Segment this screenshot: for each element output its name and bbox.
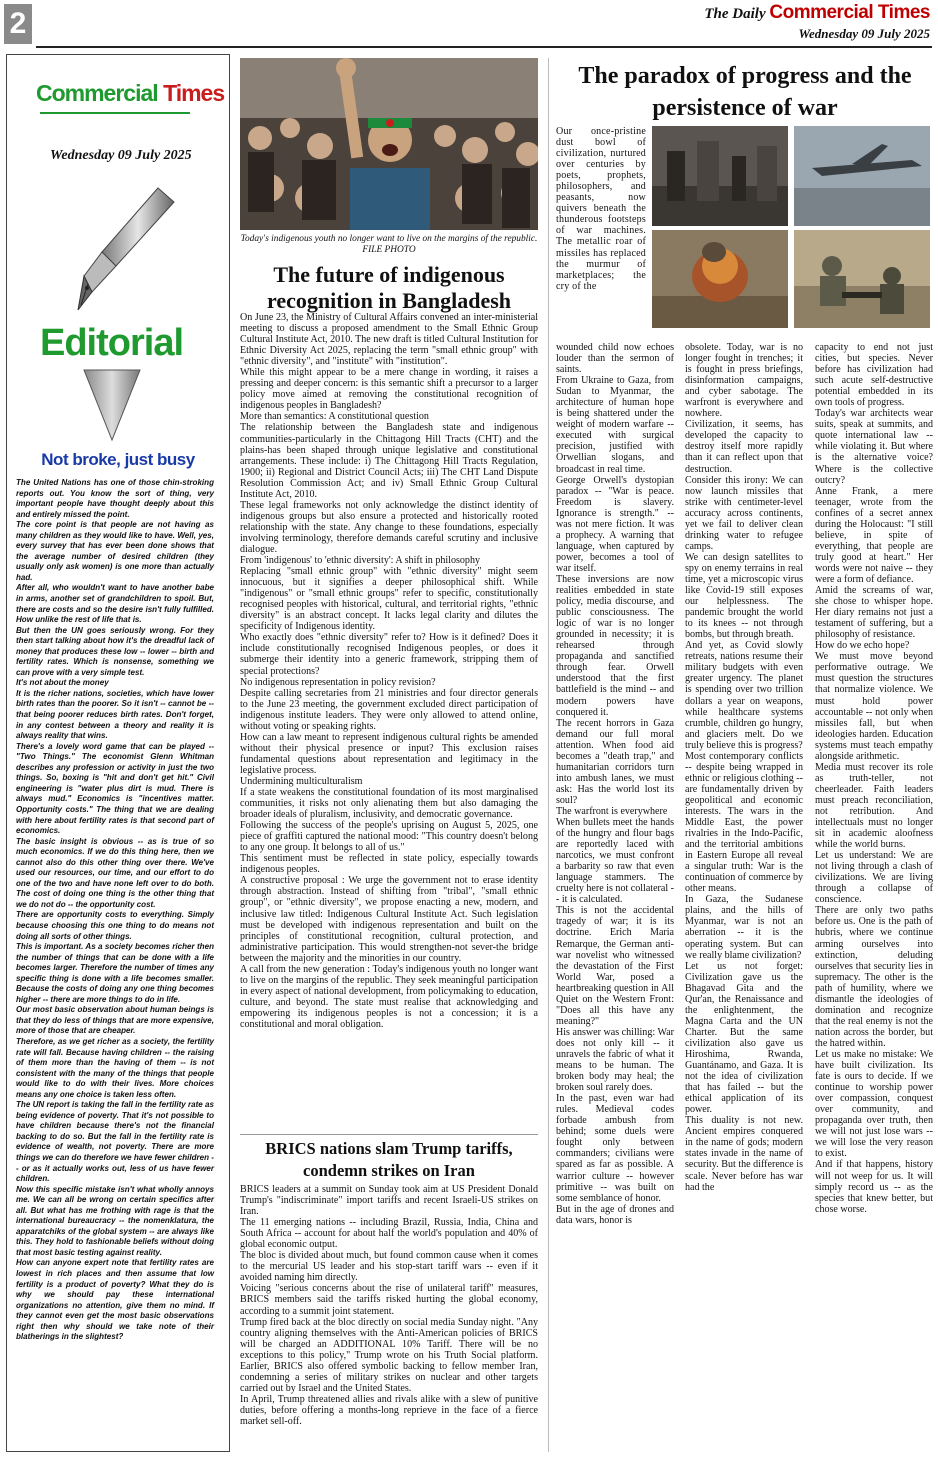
subhead: Undermining multiculturalism bbox=[240, 775, 363, 787]
brand-underline bbox=[40, 112, 190, 114]
paragraph: In Gaza, the Sudanese plains, and the hills of Myanmar, war is not an aberration -- it is the operating system. But can we really blame civilization? bbox=[685, 894, 803, 961]
brand-times: Times bbox=[163, 80, 225, 106]
paragraph: Amid the screams of war, she chose to whisper hope. Her diary remains not just a testament of suffering, but a philosophy of resistance. bbox=[815, 585, 933, 641]
header-date: Wednesday 09 July 2025 bbox=[798, 26, 930, 41]
paragraph: If a state weakens the constitutional foundation of its most marginalised communities, it risks not only alienating them but also damaging the broader ideals of pluralism, inclusivity, and democratic governance. bbox=[240, 787, 538, 821]
paragraph: His answer was chilling: War does not only kill -- it unravels the fabric of what it means to be human. The broken body may heal; the broken soul rarely does. bbox=[556, 1026, 674, 1094]
paragraph: There are opportunity costs to everything. Simply because choosing this one thing to do means not doing all sorts of other things. bbox=[16, 910, 214, 941]
paragraph: wounded child now echoes louder than the sermon of saints. bbox=[556, 342, 674, 376]
paragraph: Now this specific mistake isn't what wholly annoys me. We can all be wrong on certain specifics after all. But what has me frothing with rage is that the international bureaucracy -- the nomenklatura, the apparatchiks of the global system -- are always like this. They hold to fashionable beliefs without doing that most basic testing against reality. bbox=[16, 1184, 214, 1257]
paragraph: Anne Frank, a mere teenager, wrote from the confines of a secret annex during the Holocaust: "I still believe, in spite of everything, that people are truly good at heart." Her words were not naive -- they were a form of defiance. bbox=[815, 485, 933, 585]
paragraph: Following the success of the people's uprising on August 5, 2025, one piece of graffiti captured the national mood: "This country doesn't belong to any one group. It belongs to all of us." bbox=[240, 820, 538, 854]
paragraph: Let us understand: We are not living through a clash of civilizations. We are living through a collapse of conscience. bbox=[815, 850, 933, 906]
paragraph: The recent horrors in Gaza demand our full moral attention. When food aid becomes a "death trap," and humanitarian corridors turn into ambush lanes, we must ask: Has the world lost its soul? bbox=[556, 717, 674, 806]
subhead: From 'indigenous' to 'ethnic diversity': A shift in philosophy bbox=[240, 555, 480, 567]
paragraph: And if that happens, history will not weep for us. It will simply record us -- as the species that knew better, but chose worse. bbox=[815, 1159, 933, 1215]
paragraph: In April, Trump threatened allies and rivals alike with a slew of punitive duties, before offering a months-long reprieve in the face of a fierce market sell-off. bbox=[240, 1393, 538, 1427]
subhead: The warfront is everywhere bbox=[556, 805, 668, 817]
paragraph: After all, who wouldn't want to have another babe in arms, another set of grandchildren to spoil. But, there are costs and so the desire isn't fully fulfilled. How unlike the rest of life that is. bbox=[16, 583, 214, 625]
paragraph: The UN report is taking the fall in the fertility rate as being evidence of poverty. That it's not possible to have children because there's not the financial backing to do so. But the fall in the fertility rate is evidence of wealth, not poverty. There are more things we can do therefore we have fewer children -- or as it actually works out, less of us have fewer children. bbox=[16, 1100, 214, 1184]
paragraph: obsolete. Today, war is no longer fought in trenches; it is fought in press briefings, disinformation campaigns, and cyber sabotage. The warfront is everywhere and nowhere. bbox=[685, 342, 803, 420]
paragraph: This sentiment must be reflected in state policy, especially towards indigenous peoples. bbox=[240, 853, 538, 876]
paragraph: Most contemporary conflicts -- despite being wrapped in ethnic or religious clothing -- are fundamentally driven by geopolitical and economic interests. The wars in the Middle East, the power rivalries in the Indo-Pacific, and the territorial ambitions in Eastern Europe all reveal a singular truth: War is the continuation of commerce by other means. bbox=[685, 750, 804, 895]
paragraph: The core point is that people are not having as many children as they would like to have. Well, yes, every survey that has ever been done shows that the average number of desired children (they usually only ask women) is one more than actually had. bbox=[16, 520, 214, 582]
paragraph: capacity to end not just cities, but species. Never before has civilization had such acute self-destructive potential embedded in its own tools of progress. bbox=[815, 342, 933, 409]
subhead: How do we echo hope? bbox=[815, 640, 910, 652]
paragraph: George Orwell's dystopian paradox -- "War is peace. Freedom is slavery. Ignorance is strength." -- was not mere fiction. It was a prophecy. A warning that language, when captured by power, becomes a tool of war itself. bbox=[556, 474, 674, 574]
paragraph: We can design satellites to spy on enemy terrains in real time, yet a microscopic virus like Covid-19 still exposes our helplessness. The pandemic brought the world to its knees -- not through bombs, but through breath. bbox=[685, 551, 803, 641]
paragraph: This is not the accidental tragedy of war; it is its doctrine. Erich Maria Remarque, the German anti-war novelist who witnessed the devastation of the First World War, posed a heartbreaking question in All Quiet on the Western Front: "Does all this have any meaning?" bbox=[556, 905, 674, 1027]
paragraph: These inversions are now realities embedded in state policy, media discourse, and public consciousness. The logic of war is no longer grounded in necessity; it is rehearsed through propaganda and sanctified through fear. Orwell understood that the first battlefield is the mind -- and modern powers have conquered it. bbox=[556, 573, 674, 718]
masthead-the-daily: The Daily bbox=[704, 6, 766, 22]
paragraph: While this might appear to be a mere change in wording, it raises a pressing and deeper concern: is this semantic shift a precursor to a larger policy move aimed at removing the constitutional recognition of indigenous peoples in Bangladesh? bbox=[240, 367, 538, 412]
paragraph: Our once-pristine dust bowl of civilization, nurtured over centuries by poets, prophets, philosophers, and peasants, now quivers beneath the thunderous footsteps of war machines. The metallic roar of missiles has replaced the murmur of marketplaces; the cry of the bbox=[556, 126, 646, 292]
paragraph: When bullets meet the hands of the hungry and flour bags are reportedly laced with narcotics, we must confront a barbarity so raw that even language stammers. The cruelty here is not collateral -- it is calculated. bbox=[556, 817, 674, 906]
brand-commercial: Commercial bbox=[36, 80, 158, 106]
page-number: 2 bbox=[4, 4, 32, 44]
paragraph: How can anyone expert note that fertility rates are lowest in rich places and then assume that low fertility is a product of poverty? What they do is why we should pay these international organizations no attention, give them no mind. If they cannot even get the most basic observations right then why should we take note of their blatherings in the slightest? bbox=[16, 1258, 214, 1342]
paragraph: BRICS leaders at a summit on Sunday took aim at US President Donald Trump's "indiscriminate" import tariffs and recent Israeli-US strikes on Iran. bbox=[240, 1184, 538, 1218]
paragraph: Replacing "small ethnic group" with "ethnic diversity" might seem innocuous, but it signifies a deeper philosophical shift. While "indigenous" or "small ethnic groups" refer to specific, constitutionally recognised peoples with historical, cultural, and territorial rights, "ethnic diversity" is an abstract concept. It lacks legal clarity and dilutes the specificity of Indigenous identity. bbox=[240, 566, 538, 633]
paragraph: Consider this irony: We can now launch missiles that strike with centimeter-level accuracy across continents, yet we fail to deliver clean drinking water to refugee camps. bbox=[685, 474, 803, 552]
article-divider bbox=[240, 1134, 538, 1135]
subhead: More than semantics: A constitutional question bbox=[240, 411, 429, 423]
paragraph: In the past, even war had rules. Medieval codes forbade ambush from behind; some duels were fought only between commanders; civilians were spared as far as possible. A warrior culture -- however primitive -- was built on some semblance of honor. bbox=[556, 1093, 674, 1204]
paragraph: How can a law meant to represent indigenous cultural rights be amended without their physical presence or input? This exclusion raises fundamental questions about representation and legitimacy in the legislative process. bbox=[240, 731, 538, 776]
paragraph: We must move beyond performative outrage. We must question the structures that normalize violence. We must hold power accountable -- not only when missiles fall, but when ideologies harden. Education systems must teach empathy alongside arithmetic. bbox=[815, 651, 933, 762]
paradox-headline: The paradox of progress and the persistence of war bbox=[578, 63, 912, 121]
paragraph: Voicing "serious concerns about the rise of unilateral tariff" measures, BRICS members said the tariffs risked hurting the global economy, according to a summit joint statement. bbox=[240, 1283, 538, 1317]
paragraph: On June 23, the Ministry of Cultural Affairs convened an inter-ministerial meeting to discuss a proposed amendment to the Small Ethnic Group Cultural Institute Act, 2010. The new draft is titled Cultural Institution for Ethnic Diversity Act 2025, replacing the term "small ethnic group" with "ethnic diversity", and "institute" with "institution". bbox=[240, 312, 538, 368]
paragraph: This duality is not new. Ancient empires conquered in the name of gods; modern states invade in the name of security. But the difference is scale. Never before has war had the bbox=[685, 1115, 803, 1193]
paragraph: Therefore, as we get richer as a society, the fertility rate will fall. Because having children -- the raising of them more than the having of them -- is not consistent with the many of the things that people would like to do with their lives. More choices means any one choice is taken less often. bbox=[16, 1036, 214, 1099]
paragraph: Trump fired back at the bloc directly on social media Sunday night. "Any country aligning themselves with the Anti-American policies of BRICS will be charged an ADDITIONAL 10% Tariff. There will be no exceptions to this policy," Trump wrote on his Truth Social platform. Earlier, BRICS also offered symbolic backing to fellow member Iran, condemning a series of military strikes on nuclear and other targets carried out by Israel and the United States. bbox=[240, 1316, 538, 1394]
editorial-body bbox=[16, 478, 214, 1343]
masthead-commercial-times: Commercial Times bbox=[769, 2, 930, 23]
paragraph: Civilization, it seems, has developed the capacity to destroy itself more rapidly than it can reflect upon that destruction. bbox=[685, 419, 803, 475]
paragraph: Despite calling secretaries from 21 ministries and four director generals to the June 23 meeting, the government excluded direct participation of indigenous institute leaders. They were only allowed to attend online, without voting or speaking rights. bbox=[240, 687, 538, 732]
subhead: It's not about the money bbox=[16, 678, 109, 688]
paragraph: It is the richer nations, societies, which have lower birth rates than the poorer. So it isn't -- cannot be -- that being poorer reduces birth rates. Don't forget, in any contest between a theory and reality it is always reality that wins. bbox=[16, 688, 214, 741]
paragraph: Our most basic observation about human beings is that they do less of things that are more expensive, more of those that are cheaper. bbox=[16, 1005, 214, 1036]
paragraph: A call from the new generation : Today's indigenous youth no longer want to live on the margins of the republic. They seek meaningful participation in every aspect of national development, from policymaking to education, culture, and beyond. The state must realise that acknowledging and empowering its indigenous peoples is not a concession; it is a constitutional and moral obligation. bbox=[240, 963, 538, 1030]
editorial-brand bbox=[36, 80, 224, 107]
editorial-date: Wednesday 09 July 2025 bbox=[50, 148, 192, 163]
paragraph: The bloc is divided about much, but found common cause when it comes to the mercurial US leader and his stop-start tariff wars -- even if it avoided naming him directly. bbox=[240, 1250, 538, 1284]
paragraph: Let us make no mistake: We have built civilization. Its fate is ours to decide. If we continue to worship power over compassion, conquest over community, and propaganda over truth, then we will not just lose wars -- we will lose the very reason to exist. bbox=[815, 1049, 933, 1160]
paragraph: A constructive proposal : We urge the government not to erase identity through abstraction. Instead of shifting from "tribal", "small ethnic group", or "ethnic diversity", we propose enacting a new, modern, and inclusive law titled: Indigenous Cultural Institute Act. Such legislation must be developed with indigenous representation and built on the principles of constitutional recognition, cultural protection, and administrative participation. This would strengthen-not sever-the bridge between the majority and the minorities in our country. bbox=[240, 875, 538, 964]
paragraph: The 11 emerging nations -- including Brazil, Russia, India, China and South Africa -- account for about half the world's population and 40% of global economic output. bbox=[240, 1217, 538, 1251]
masthead bbox=[704, 2, 930, 24]
column-rule bbox=[548, 58, 549, 1452]
indigenous-headline: The future of indigenous recognition in Bangladesh bbox=[266, 262, 512, 313]
paradox-col1-top bbox=[556, 126, 646, 342]
paragraph: Today's war architects wear suits, speak at summits, and quote international law -- while violating it. But where is the alternative voice? Where is the collective outcry? bbox=[815, 408, 933, 486]
paragraph: But then the UN goes seriously wrong. For they then start talking about how it's the dreadful lack of money that produces these low -- lower -- birth and fertility rates. Which is nonsense, something we can prove with a very simple test. bbox=[16, 625, 214, 677]
paragraph: The United Nations has one of those chin-stroking reports out. You know the sort of thing, very important people have thought deeply about this and entirely missed the point. bbox=[16, 478, 214, 519]
paragraph: There's a lovely word game that can be played -- "Two Things." The economist Glenn Whitman describes any profession or activity in just the two things. So, boxing is "hit and don't get hit." Civil engineering is "water plus dirt is mud. There is always mud." Economics is "incentives matter. Opportunity costs." The thing that we are dealing with here about fertility rates is that second part of economics. bbox=[16, 741, 214, 836]
paragraph: There are only two paths before us. One is the path of hubris, where we continue arming ourselves into extinction, deluding ourselves that security lies in supremacy. The other is the path of humility, where we dismantle the ideologies of domination and recognize that the real enemy is not the nation across the border, but the hatred within. bbox=[815, 905, 933, 1049]
paragraph: The basic insight is obvious -- as is true of so much economics. If we do this thing here, then we cannot also do this other thing over there. We've used our resources, our time, and our effort to do one of the two and have none left over to do both. The cost of doing one thing is the other thing that we do not do -- the opportunity cost. bbox=[16, 836, 214, 909]
protest-photo bbox=[240, 58, 538, 230]
subhead: No indigenous representation in policy revision? bbox=[240, 676, 436, 688]
paradox-column-1 bbox=[556, 342, 674, 1226]
paradox-column-2 bbox=[685, 342, 803, 1193]
paragraph: From Ukraine to Gaza, from Sudan to Myanmar, the architecture of human hope is being shattered under the weight of modern warfare -- executed with surgical precision, justified with Orwellian slogans, and broadcast in real time. bbox=[556, 375, 674, 475]
editorial-headline: Not broke, just busy bbox=[41, 450, 195, 469]
brics-headline: BRICS nations slam Trump tariffs, condemn strikes on Iran bbox=[265, 1139, 513, 1180]
paradox-column-3 bbox=[815, 342, 933, 1215]
photo-caption: Today's indigenous youth no longer want to live on the margins of the republic. FILE PHOTO bbox=[240, 234, 538, 255]
paragraph: And yet, as Covid slowly retreats, nations resume their military budgets with even greater urgency. The planet is spending over two trillion dollars a year on weapons, while healthcare systems crumble, children go hungry, and glaciers melt. Do we truly believe this is progress? bbox=[685, 640, 803, 751]
paragraph: Let us not forget: Civilization gave us the Bhagavad Gita and the Qur'an, the Renaissance and the enlightenment, the Magna Carta and the UN Charter. But the same civilization also gave us Hiroshima, Rwanda, Guantánamo, and Gaza. It is not the idea of civilization that has failed -- but the ethical application of its power. bbox=[685, 960, 803, 1116]
fountain-pen-icon bbox=[70, 180, 190, 320]
paragraph: But in the age of drones and data wars, honor is bbox=[556, 1203, 674, 1226]
war-photo-collage bbox=[652, 126, 930, 328]
paragraph: Media must recover its role as truth-teller, not cheerleader. Faith leaders must preach reconciliation, not retribution. And intellectuals must no longer sit in academic aloofness while the world burns. bbox=[815, 761, 933, 851]
editorial-section-word: Editorial bbox=[40, 322, 184, 364]
paragraph: These legal frameworks not only acknowledge the distinct identity of indigenous groups but also ensure a protected and historically rooted relationship with the state. Any change to these foundations, especially involving terminology, therefore demands careful scrutiny and inclusive dialogue. bbox=[240, 499, 538, 555]
paragraph: Who exactly does "ethnic diversity" refer to? How is it defined? Does it include constitutionally recognised Indigenous peoples, or does it submerge their identity into a generic framework, stripping them of special protections? bbox=[240, 632, 538, 677]
brics-body bbox=[240, 1184, 538, 1427]
down-arrow-icon bbox=[82, 368, 142, 442]
indigenous-body bbox=[240, 312, 538, 1030]
header-rule bbox=[36, 46, 932, 48]
paragraph: This is important. As a society becomes richer then the number of things that can be done with a life becomes larger. Therefore the number of times any specific thing is done with a life becomes smaller. Because the costs of doing any one thing becomes higher -- there are more things to do in life. bbox=[16, 942, 214, 1004]
paragraph: The relationship between the Bangladesh state and indigenous communities-particularly in the Chittagong Hill Tracts (CHT) and the plains-has been shaped through unique legislative and constitutional arrangements. These include: i) The Chittagong Hill Tracts Regulation, 1900; ii) Regional and District Council Acts; iii) The CHT Land Dispute Resolution Commission Act; and iv) Small Ethnic Group Cultural Institute Act, 2010. bbox=[240, 422, 538, 500]
